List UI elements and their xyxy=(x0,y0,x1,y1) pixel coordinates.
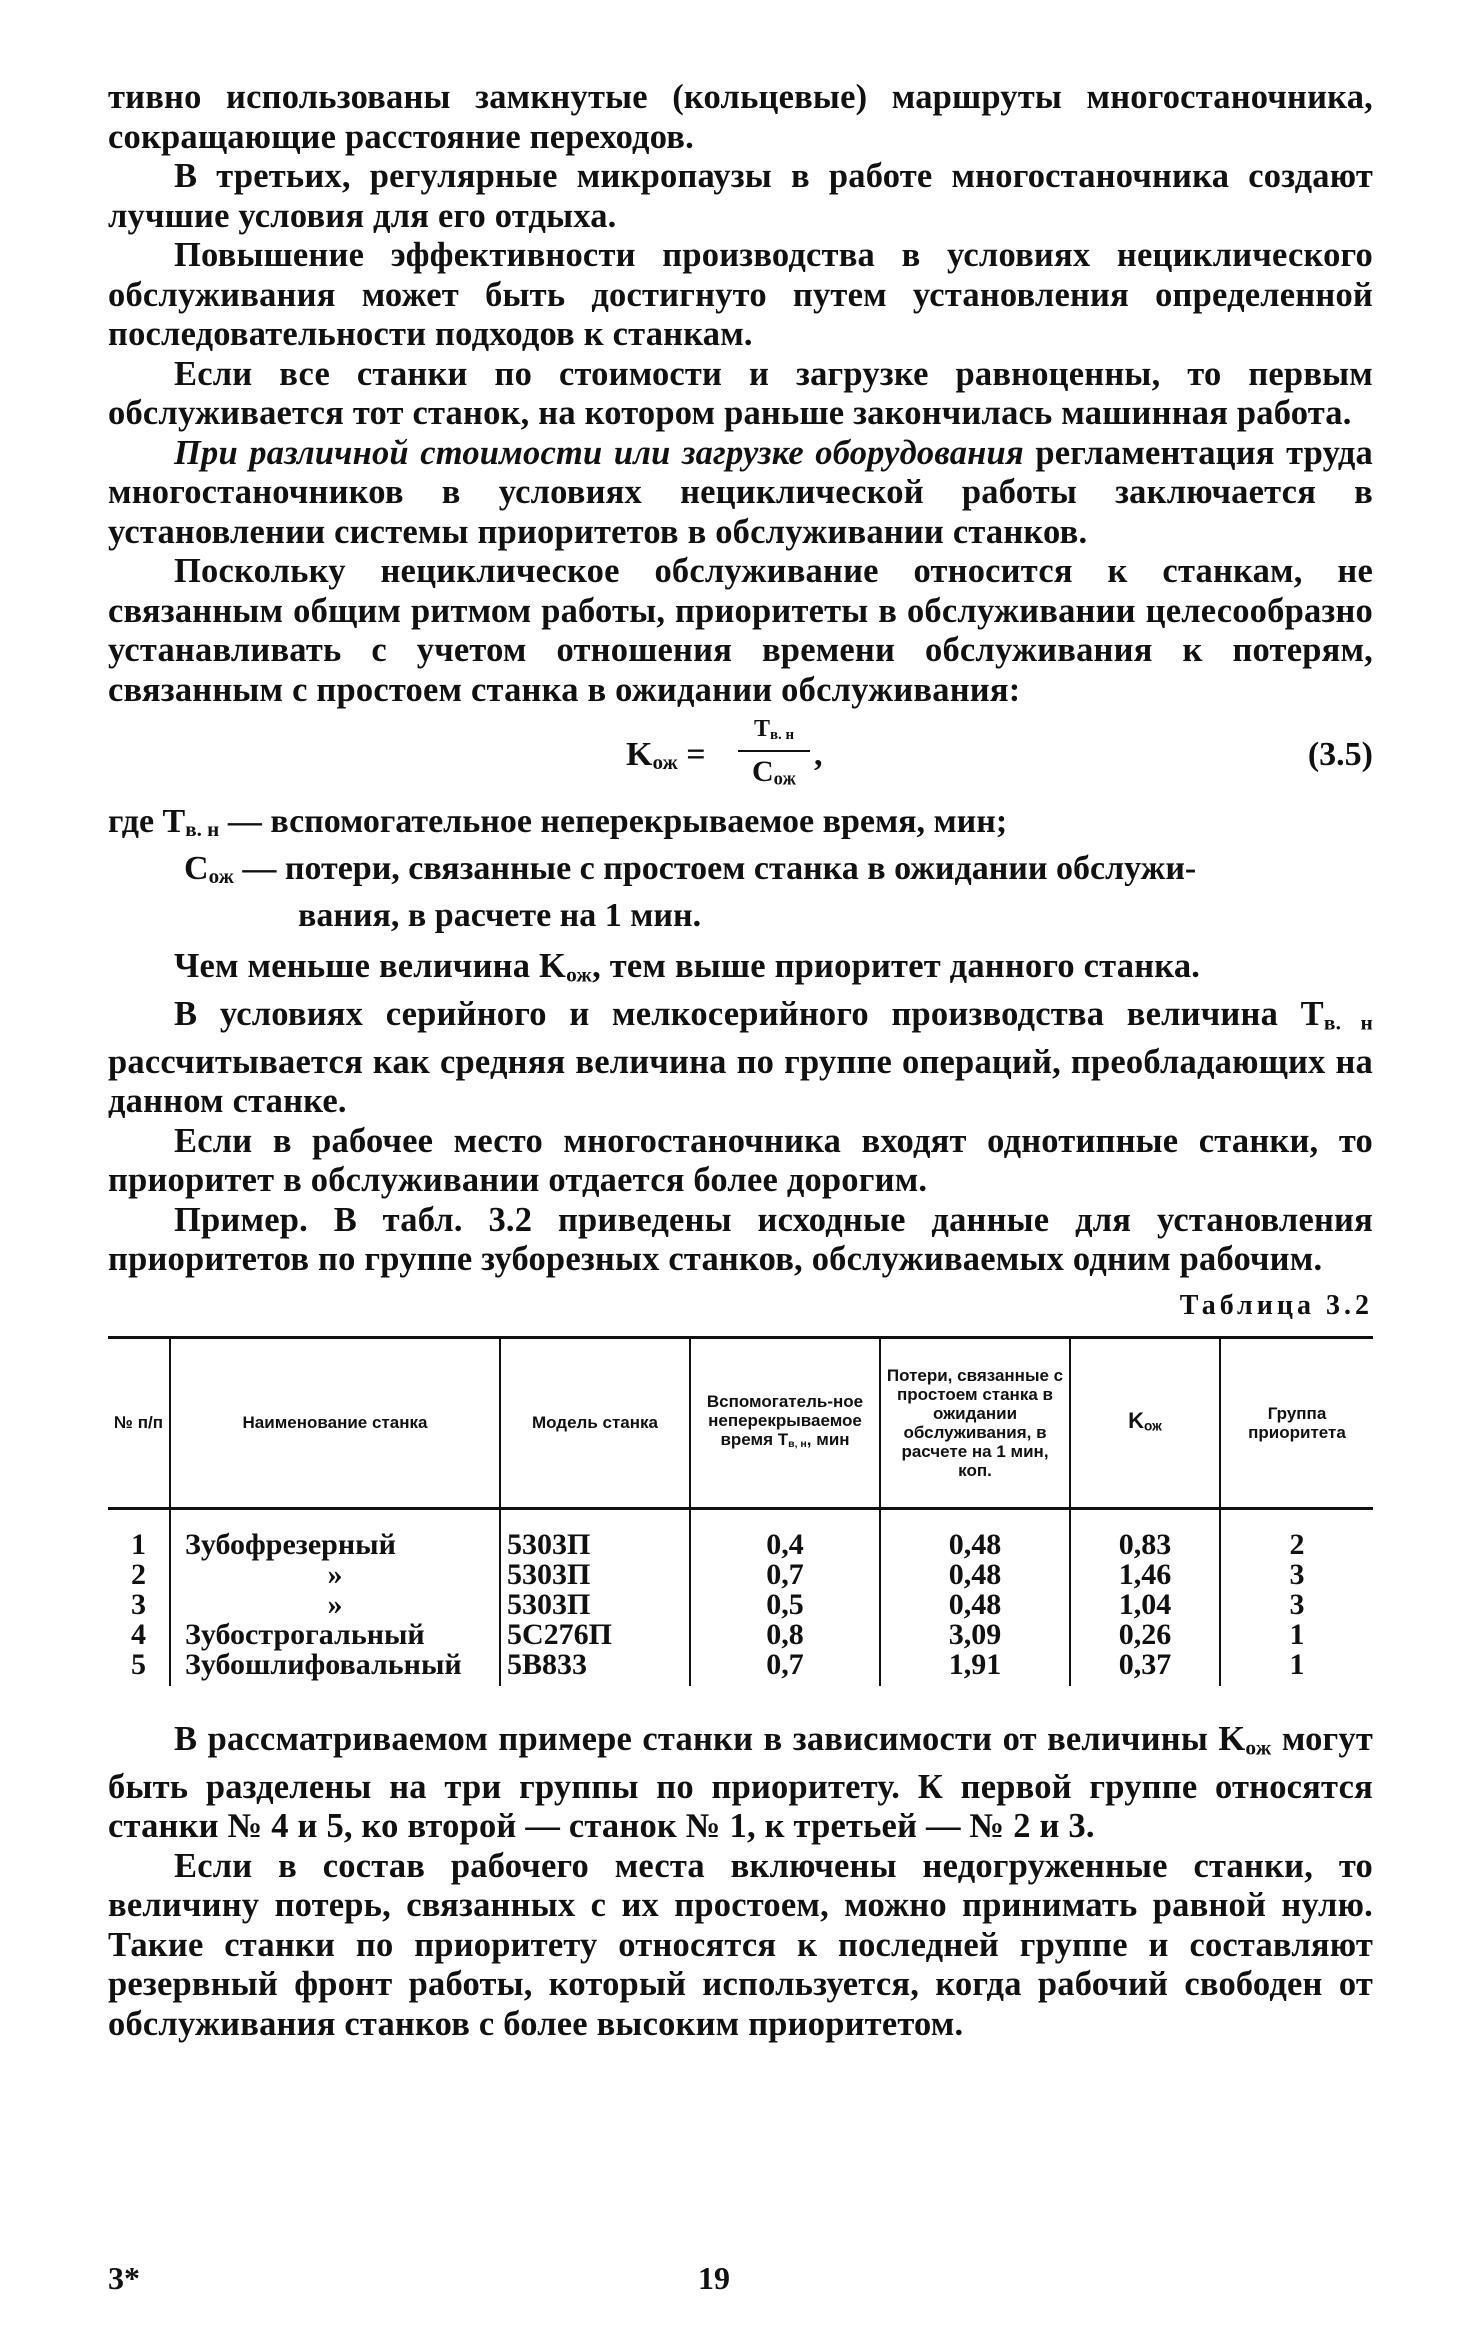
signature-mark: 3* xyxy=(108,2260,140,2296)
paragraph: В условиях серийного и мелкосерийного производства величина $Т_{в. н}$ рассчитывается как средняя величина по группе операций, преобладающих на данном станке. xyxy=(108,995,1374,1121)
formula-numerator: $Т_{в. н}$ xyxy=(738,714,810,752)
paragraph: Поскольку нециклическое обслуживание относится к станкам, не связанным общим ритмом работы, приоритеты в обслуживании целесообразно устанавливать с учетом отношения времени обслуживания к потерям, связанным с простоем станка в ожидании обслуживания: xyxy=(108,552,1373,709)
paragraph: Если в состав рабочего места включены недогруженные станки, то величину потерь, связанных с их простоем, можно принимать равной нулю. Такие станки по приоритету относятся к последней группе и составляют резервный фронт работы, который используется, когда рабочий свободен от обслуживания станков с более высоким приоритетом. xyxy=(108,1846,1373,2043)
table-row: 5 Зубошлифовальный 5В833 0,7 1,91 0,37 1 xyxy=(108,1650,1373,1686)
table-row: 3 » 5303П 0,5 0,48 1,04 3 xyxy=(108,1590,1373,1620)
italic-phrase: При различной стоимости или загрузке оборудования xyxy=(174,433,1024,472)
paragraph: Пример. В табл. 3.2 приведены исходные данные для установления приоритетов по группе зуборезных станков, обслуживаемых одним рабочим. xyxy=(108,1200,1373,1279)
formula-fraction xyxy=(738,714,810,800)
page-number: 19 xyxy=(698,2260,730,2296)
header-k: $K_{ож}$ xyxy=(1070,1337,1220,1508)
formula-lhs: $K_{ож}$ = xyxy=(626,736,706,775)
header-loss: Потери, связанные с простоем станка в ожидании обслуживания, в расчете на 1 мин, коп. xyxy=(880,1337,1070,1508)
table-caption: Таблица 3.2 xyxy=(1179,1289,1373,1321)
equation-number: (3.5) xyxy=(1307,736,1373,773)
data-table xyxy=(108,1336,1373,1686)
paragraph: Если все станки по стоимости и загрузке равноценны, то первым обслуживается тот станок, на котором раньше закончилась машинная работа. xyxy=(108,354,1373,432)
table-row: 2 » 5303П 0,7 0,48 1,46 3 xyxy=(108,1560,1373,1590)
paragraph: В рассматриваемом примере станки в зависимости от величины $K_{ож}$ могут быть разделены на три группы по приоритету. К первой группе относятся станки № 4 и 5, ко второй — станок № 1, к третьей — № 2 и 3. xyxy=(108,1719,1374,1846)
formula-3-5 xyxy=(108,714,1373,800)
formula-denominator: $С_{ож}$ xyxy=(752,754,796,790)
paragraph: Повышение эффективности производства в условиях нециклического обслуживания может быть достигнуто путем установления определенной последовательности подходов к станкам. xyxy=(108,236,1373,353)
formula-definitions xyxy=(108,802,1373,935)
table-header-row xyxy=(108,1337,1373,1508)
definition-c-continuation: вания, в расчете на 1 мин. xyxy=(298,897,702,935)
page-body xyxy=(108,78,1373,2044)
header-time: Вспомогатель-ное неперекрываемое время $Т_{в, н}$, мин xyxy=(690,1337,880,1508)
header-group: Группа приоритета xyxy=(1220,1337,1373,1508)
paragraph: тивно использованы замкнутые (кольцевые) маршруты многостаночника, сокращающие расстояние переходов. xyxy=(108,78,1373,156)
definition-t: где $Т_{в. н}$ — вспомогательное неперекрываемое время, мин; xyxy=(108,803,1008,842)
definition-c: $С_{ож}$ — потери, связанные с простоем станка в ожидании обслужи- xyxy=(184,850,1197,889)
paragraph xyxy=(108,434,1373,553)
table-row: 4 Зубострогальный 5С276П 0,8 3,09 0,26 1 xyxy=(108,1620,1373,1650)
paragraph-text: регламентация труда многостаночников в условиях нециклической работы заключается в установлении системы приоритетов в обслуживании станков. xyxy=(108,433,1373,551)
paragraph: Если в рабочее место многостаночника входят однотипные станки, то приоритет в обслуживании отдается более дорогим. xyxy=(108,1121,1373,1200)
table-row: 1 Зубофрезерный 5303П 0,4 0,48 0,83 2 xyxy=(108,1508,1373,1560)
header-num: № п/п xyxy=(114,1413,163,1433)
formula-comma: , xyxy=(814,736,823,773)
header-name: Наименование станка xyxy=(170,1337,500,1508)
header-model: Модель станка xyxy=(500,1337,690,1508)
paragraph: В третьих, регулярные микропаузы в работе многостаночника создают лучшие условия для его отдыха. xyxy=(108,157,1373,235)
paragraph: Чем меньше величина $K_{ож}$, тем выше приоритет данного станка. xyxy=(174,947,1201,987)
